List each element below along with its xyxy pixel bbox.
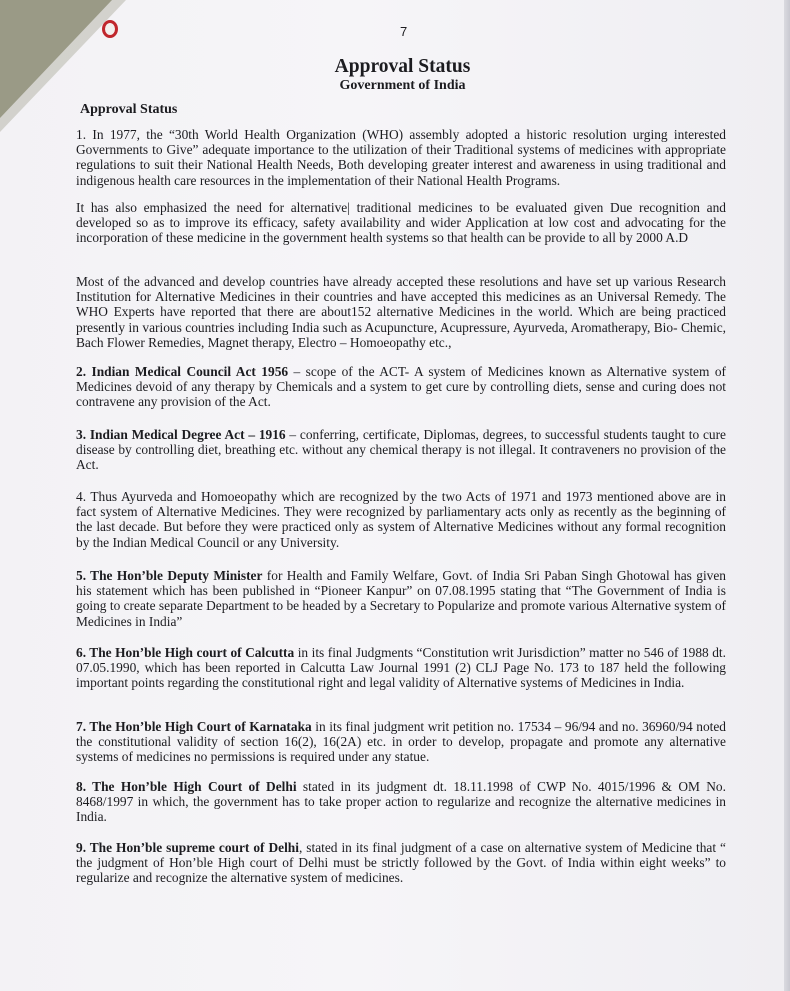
paragraph-lead: 9. The Hon’ble supreme court of Delhi <box>76 840 299 855</box>
paragraph-3: Most of the advanced and develop countries have already accepted these resolutions and have set up various Research Institution for Alternative Medicines in their countries and have accepted this medicines as an Universal Remedy. The WHO Experts have reported that there are about152 alternative Medicines in the world. Which are being practiced presently in various countries including India such as Acupuncture, Acupressure, Ayurveda, Aromatherapy, Bio- Chemic, Bach Flower Remedies, Magnet therapy, Electro – Homoeopathy etc., <box>76 274 726 350</box>
paragraph-body: – scope of the ACT- A system of Medicines known as Alternative system of Medicines devoid of any therapy by Chemicals and a system to get cure by controlling diets, sense and curing does not contravene any provision of the Act. <box>76 364 727 410</box>
paragraph-lead: 3. Indian Medical Degree Act – 1916 <box>76 427 286 442</box>
paragraph-lead: 8. The Hon’ble High Court of Delhi <box>76 779 297 794</box>
paragraph-body: in its final Judgments “Constitution writ Jurisdiction” matter no 546 of 1988 dt. 07.05.1990, which has been reported in Calcutta Law Journal 1991 (2) CLJ Page No. 173 to 187 held the following important points regarding the constitutional right and legal validity of Alternative systems of Medicines in India. <box>76 645 726 691</box>
paragraph-indian-medical-degree-act <box>76 427 726 473</box>
punch-hole-mark <box>102 20 118 38</box>
page-title: Approval Status <box>334 56 471 77</box>
paragraph-body: stated in its judgment dt. 18.11.1998 of CWP No. 4015/1996 & OM No. 8468/1997 in which, the government has to take proper action to regularize and recognize the alternative medicines in India. <box>76 779 726 825</box>
paragraph-lead: 2. Indian Medical Council Act 1956 <box>76 364 289 379</box>
paragraph-supreme-court-delhi <box>76 840 726 886</box>
paragraph-high-court-karnataka <box>76 719 726 765</box>
section-heading: Approval Status <box>80 102 178 117</box>
page-number: 7 <box>400 24 408 39</box>
page-edge <box>784 0 790 991</box>
paragraph-ayurveda-homoeopathy: 4. Thus Ayurveda and Homoeopathy which are recognized by the two Acts of 1971 and 1973 mentioned above are in fact system of Alternative Medicines. They were recognized by parliamentary acts only as recently as the beginning of the last decade. But before they were practiced only as system of Alternative Medicines without any formal recognition by the Indian Medical Council or any University. <box>76 489 726 550</box>
paragraph-lead: 7. The Hon’ble High Court of Karnataka <box>76 719 312 734</box>
paragraph-body: , stated in its final judgment of a case on alternative system of Medicine that “ the judgment of Hon’ble High court of Delhi must be strictly followed by the Govt. of India within eight weeks” to regularize and recognize the alternative system of medicines. <box>76 840 726 886</box>
paragraph-1: 1. In 1977, the “30th World Health Organization (WHO) assembly adopted a historic resolution urging interested Governments to Give” adequate importance to the utilization of their Traditional systems of medicines with appropriate regulations to suit their National Health Needs, Both developing greater interest and awareness in using traditional and indigenous health care resources in the implementation of their National Health Programs. <box>76 127 726 188</box>
paragraph-deputy-minister <box>76 568 726 629</box>
paragraph-high-court-calcutta <box>76 645 726 691</box>
paragraph-indian-medical-council-act <box>76 364 726 410</box>
paragraph-high-court-delhi <box>76 779 726 825</box>
page-subtitle: Government of India <box>339 78 466 93</box>
paragraph-lead: 6. The Hon’ble High court of Calcutta <box>76 645 295 660</box>
paragraph-body: for Health and Family Welfare, Govt. of India Sri Paban Singh Ghotowal has given his statement which has been published in “Pioneer Kanpur” on 07.08.1995 stating that “The Government of India is going to create separate Department to be headed by a Secretary to Popularize and promote various Alternative system of Medicines in India” <box>76 568 726 629</box>
paragraph-body: in its final judgment writ petition no. 17534 – 96/94 and no. 36960/94 noted the constitutional validity of section 16(2), 16(2A) etc. in order to develop, propagate and promote any alternative systems of medicines no permissions is required under any statue. <box>76 719 727 765</box>
paragraph-body: – conferring, certificate, Diplomas, degrees, to successful students taught to cure disease by controlling diet, breathing etc. without any chemical therapy is not illegal. It contraveners no provision of the Act. <box>76 427 726 473</box>
paragraph-2: It has also emphasized the need for alternative| traditional medicines to be evaluated given Due recognition and developed so as to improve its efficacy, safety availability and wider Application at low cost and advocating for the incorporation of these medicine in the government health systems so that health can be provide to all by 2000 A.D <box>76 200 726 246</box>
folded-corner <box>0 0 112 118</box>
paragraph-lead: 5. The Hon’ble Deputy Minister <box>76 568 263 583</box>
